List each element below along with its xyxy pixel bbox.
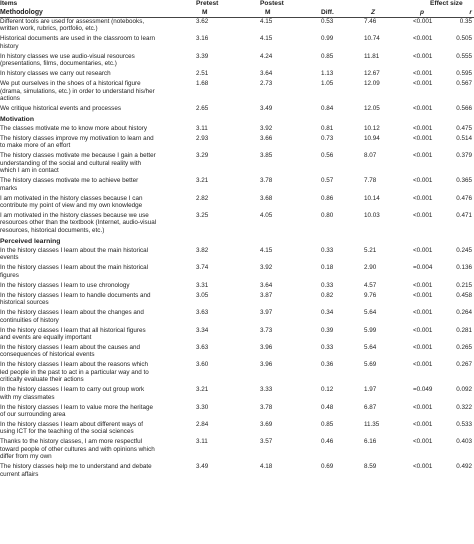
- z-value: 2.90: [364, 264, 377, 272]
- difference: 0.12: [321, 386, 334, 394]
- postest-mean: 4.18: [260, 463, 273, 471]
- postest-mean: 2.73: [260, 80, 273, 88]
- pretest-mean: 3.30: [196, 403, 209, 411]
- p-value: <0.001: [413, 80, 433, 88]
- pretest-mean: 3.29: [196, 152, 209, 160]
- postest-mean: 4.15: [260, 246, 273, 254]
- z-value: 10.12: [364, 125, 380, 133]
- p-value: <0.001: [413, 35, 433, 43]
- z-value: 8.07: [364, 152, 377, 160]
- effect-size-r: 0.492: [456, 463, 472, 471]
- p-value: <0.001: [413, 135, 433, 143]
- z-value: 4.57: [364, 281, 377, 289]
- effect-size-r: 0.35: [459, 18, 472, 25]
- effect-size-r: 0.567: [456, 80, 472, 88]
- z-value: 6.16: [364, 438, 377, 446]
- z-value: 7.46: [364, 18, 377, 25]
- pretest-mean: 3.31: [196, 281, 209, 289]
- effect-size-r: 0.555: [456, 52, 472, 60]
- item-text: In history classes we carry out research: [0, 70, 111, 78]
- item-text: The classes motivate me to know more about history: [0, 125, 147, 133]
- item-text: We critique historical events and processes: [0, 105, 121, 113]
- difference: 0.85: [321, 420, 334, 428]
- table-row: [0, 177, 474, 192]
- table-row: [0, 105, 474, 112]
- postest-mean: 3.96: [260, 343, 273, 351]
- item-text: Historical documents are used in the classroom to learn history: [0, 35, 156, 50]
- header-m-postest: M: [265, 9, 271, 16]
- p-value: <0.001: [413, 246, 433, 254]
- p-value: =0.049: [413, 386, 433, 394]
- effect-size-r: 0.264: [456, 309, 472, 317]
- z-value: 9.76: [364, 291, 377, 299]
- postest-mean: 4.05: [260, 212, 273, 220]
- postest-mean: 3.49: [260, 105, 273, 113]
- pretest-mean: 3.25: [196, 212, 209, 220]
- p-value: <0.001: [413, 438, 433, 446]
- postest-mean: 3.57: [260, 438, 273, 446]
- pretest-mean: 2.82: [196, 194, 209, 202]
- p-value: <0.001: [413, 281, 433, 289]
- p-value: <0.001: [413, 152, 433, 160]
- effect-size-r: 0.092: [456, 386, 472, 394]
- item-text: I am motivated in the history classes because I can contribute my point of view and my own knowledge: [0, 194, 143, 210]
- header-m-pretest: M: [202, 9, 208, 16]
- effect-size-r: 0.475: [456, 125, 472, 133]
- difference: 0.85: [321, 52, 334, 60]
- table-row: [0, 344, 474, 359]
- z-value: 10.14: [364, 194, 380, 202]
- p-value: =0.004: [413, 264, 433, 272]
- pretest-mean: 3.11: [196, 438, 208, 446]
- p-value: <0.001: [413, 343, 433, 351]
- table-row: [0, 125, 474, 132]
- table-row: [0, 386, 474, 401]
- postest-mean: 3.92: [260, 125, 273, 133]
- effect-size-r: 0.476: [456, 194, 472, 202]
- difference: 0.69: [321, 463, 334, 471]
- table-row: [0, 152, 474, 174]
- pretest-mean: 2.51: [196, 70, 209, 78]
- z-value: 10.94: [364, 135, 380, 143]
- difference: 0.81: [321, 125, 334, 133]
- postest-mean: 3.33: [260, 386, 273, 394]
- effect-size-r: 0.379: [456, 152, 472, 160]
- p-value: <0.001: [413, 463, 433, 471]
- difference: 0.80: [321, 212, 334, 220]
- postest-mean: 3.85: [260, 152, 273, 160]
- item-text: Thanks to the history classes, I am more respectful toward people of other cultures and with opinions which differ from my own: [0, 438, 155, 461]
- difference: 0.56: [321, 152, 334, 160]
- pretest-mean: 3.49: [196, 463, 209, 471]
- difference: 1.05: [321, 80, 334, 88]
- z-value: 12.09: [364, 80, 380, 88]
- p-value: <0.001: [413, 177, 433, 185]
- effect-size-r: 0.281: [456, 326, 472, 334]
- postest-mean: 3.66: [260, 135, 273, 143]
- z-value: 5.64: [364, 309, 377, 317]
- difference: 0.73: [321, 135, 334, 143]
- item-text: In the history classes I learn to use chronology: [0, 281, 130, 289]
- postest-mean: 3.73: [260, 326, 273, 334]
- difference: 0.82: [321, 291, 334, 299]
- difference: 0.99: [321, 35, 334, 43]
- difference: 0.18: [321, 264, 334, 272]
- header-effect-size: Effect size: [430, 0, 463, 7]
- z-value: 5.69: [364, 361, 377, 369]
- z-value: 5.21: [364, 246, 377, 254]
- effect-size-r: 0.471: [456, 212, 472, 220]
- table-row: [0, 212, 474, 234]
- table-row: [0, 70, 474, 77]
- difference: 0.53: [321, 18, 334, 25]
- difference: 1.13: [321, 70, 334, 78]
- item-text: The history classes motivate me because I gain a better understanding of the social and cultural reality with which I am in contact: [0, 152, 156, 175]
- table-row: [0, 463, 474, 478]
- item-text: In the history classes I learn about the main historical figures: [0, 264, 149, 279]
- item-text: In the history classes I learn about the changes and continuities of history: [0, 309, 144, 324]
- item-text: The history classes help me to understand and debate current affairs: [0, 463, 152, 478]
- postest-mean: 4.15: [260, 18, 273, 25]
- z-value: 1.97: [364, 386, 377, 394]
- effect-size-r: 0.595: [456, 70, 472, 78]
- pretest-mean: 3.34: [196, 326, 209, 334]
- postest-mean: 4.24: [260, 52, 273, 60]
- table-row: [0, 135, 474, 150]
- item-text: In the history classes I learn to handle documents and historical sources: [0, 291, 151, 307]
- table-row: [0, 264, 474, 279]
- header-p: p: [420, 9, 425, 16]
- table-row: [0, 438, 474, 460]
- p-value: <0.001: [413, 125, 433, 133]
- pretest-mean: 3.21: [196, 177, 209, 185]
- postest-mean: 3.87: [260, 291, 273, 299]
- effect-size-r: 0.215: [456, 281, 472, 289]
- postest-mean: 3.78: [260, 403, 273, 411]
- pretest-mean: 3.74: [196, 264, 209, 272]
- p-value: <0.001: [413, 105, 433, 113]
- pretest-mean: 2.84: [196, 420, 209, 428]
- effect-size-r: 0.365: [456, 177, 472, 185]
- item-text: The history classes improve my motivation to learn and to make more of an effort: [0, 135, 154, 150]
- item-text: The history classes motivate me to achieve better marks: [0, 177, 139, 192]
- postest-mean: 4.15: [260, 35, 273, 43]
- table-row: [0, 361, 474, 383]
- item-text: In the history classes I learn to carry out group work with my classmates: [0, 386, 145, 401]
- difference: 0.84: [321, 105, 334, 113]
- difference: 0.39: [321, 326, 334, 334]
- p-value: <0.001: [413, 361, 433, 369]
- item-text: In the history classes I learn about different ways of using ICT for the teaching of the social sciences: [0, 420, 144, 436]
- p-value: <0.001: [413, 309, 433, 317]
- effect-size-r: 0.403: [456, 438, 472, 446]
- pretest-mean: 1.68: [196, 80, 209, 88]
- pretest-mean: 2.65: [196, 105, 209, 113]
- table-row: [0, 421, 474, 436]
- table-row: [0, 292, 474, 307]
- pretest-mean: 3.05: [196, 291, 209, 299]
- postest-mean: 3.92: [260, 264, 273, 272]
- table-row: [0, 53, 474, 68]
- pretest-mean: 3.16: [196, 35, 209, 43]
- table-row: [0, 195, 474, 210]
- postest-mean: 3.64: [260, 281, 273, 289]
- header-postest: Postest: [260, 0, 284, 7]
- z-value: 5.99: [364, 326, 377, 334]
- table-row: [0, 282, 474, 289]
- effect-size-r: 0.322: [456, 403, 472, 411]
- p-value: <0.001: [413, 403, 433, 411]
- postest-mean: 3.69: [260, 420, 273, 428]
- pretest-mean: 3.82: [196, 246, 209, 254]
- item-text: In the history classes I learn that all historical figures and events are equally important: [0, 326, 146, 341]
- section-title: Perceived learning: [0, 237, 61, 245]
- z-value: 5.64: [364, 343, 377, 351]
- pretest-mean: 3.60: [196, 361, 209, 369]
- effect-size-r: 0.245: [456, 246, 472, 254]
- difference: 0.86: [321, 194, 334, 202]
- difference: 0.33: [321, 281, 334, 289]
- z-value: 8.59: [364, 463, 377, 471]
- item-text: In the history classes I learn to value more the heritage of our surrounding area: [0, 403, 153, 418]
- header-z: Z: [371, 9, 376, 16]
- z-value: 12.05: [364, 105, 380, 113]
- pretest-mean: 2.93: [196, 135, 209, 143]
- header-r: r: [469, 9, 472, 16]
- difference: 0.33: [321, 343, 334, 351]
- difference: 0.33: [321, 246, 334, 254]
- section-title: Motivation: [0, 116, 34, 124]
- p-value: <0.001: [413, 326, 433, 334]
- p-value: <0.001: [413, 194, 433, 202]
- item-text: Different tools are used for assessment (notebooks, written work, rubrics, portfolio, etc.): [0, 18, 145, 33]
- p-value: <0.001: [413, 420, 433, 428]
- z-value: 11.81: [364, 52, 380, 60]
- postest-mean: 3.97: [260, 309, 273, 317]
- table-row: [0, 309, 474, 324]
- effect-size-r: 0.265: [456, 343, 472, 351]
- pretest-mean: 3.63: [196, 343, 209, 351]
- postest-mean: 3.64: [260, 70, 273, 78]
- z-value: 6.87: [364, 403, 377, 411]
- postest-mean: 3.96: [260, 361, 273, 369]
- effect-size-r: 0.505: [456, 35, 472, 43]
- postest-mean: 3.68: [260, 194, 273, 202]
- table-body: [0, 18, 474, 478]
- p-value: <0.001: [413, 70, 433, 78]
- pretest-mean: 3.21: [196, 386, 209, 394]
- header-items: Items: [0, 0, 18, 7]
- p-value: <0.001: [413, 18, 433, 25]
- difference: 0.34: [321, 309, 334, 317]
- effect-size-r: 0.566: [456, 105, 472, 113]
- difference: 0.46: [321, 438, 334, 446]
- table-row: [0, 404, 474, 419]
- effect-size-r: 0.458: [456, 291, 472, 299]
- p-value: <0.001: [413, 212, 433, 220]
- item-text: I am motivated in the history classes because we use resources other than the textbook (Internet, audio-visual resources, historical documents, etc.): [0, 212, 157, 234]
- pretest-mean: 3.62: [196, 18, 209, 25]
- item-text: In the history classes I learn about the reasons which led people in the past to act in a particular way and to critically evaluate their actions: [0, 361, 149, 384]
- z-value: 7.78: [364, 177, 377, 185]
- difference: 0.48: [321, 403, 334, 411]
- p-value: <0.001: [413, 291, 433, 299]
- header-methodology: Methodology: [0, 9, 43, 16]
- item-text: We put ourselves in the shoes of a historical figure (drama, simulations, etc.) in order to understand his/her actions: [0, 80, 155, 103]
- header-pretest: Pretest: [196, 0, 219, 7]
- table-row: [0, 80, 474, 102]
- effect-size-r: 0.136: [456, 264, 472, 272]
- effect-size-r: 0.267: [456, 361, 472, 369]
- pretest-mean: 3.11: [196, 125, 208, 133]
- item-text: In history classes we use audio-visual resources (presentations, films, documentaries, etc.): [0, 52, 135, 68]
- z-value: 12.67: [364, 70, 380, 78]
- pretest-mean: 3.39: [196, 52, 209, 60]
- table-row: [0, 35, 474, 50]
- z-value: 10.03: [364, 212, 380, 220]
- difference: 0.57: [321, 177, 334, 185]
- table-header: [0, 0, 474, 18]
- difference: 0.36: [321, 361, 334, 369]
- table-row: [0, 18, 474, 33]
- table-row: [0, 247, 474, 262]
- z-value: 11.35: [364, 420, 380, 428]
- table-row: [0, 327, 474, 342]
- postest-mean: 3.78: [260, 177, 273, 185]
- pretest-mean: 3.63: [196, 309, 209, 317]
- header-diff: Diff.: [321, 9, 334, 16]
- effect-size-r: 0.514: [456, 135, 472, 143]
- item-text: In the history classes I learn about the causes and consequences of historical events: [0, 343, 141, 359]
- effect-size-r: 0.533: [456, 420, 472, 428]
- z-value: 10.74: [364, 35, 380, 43]
- item-text: In the history classes I learn about the main historical events: [0, 246, 149, 262]
- p-value: <0.001: [413, 52, 433, 60]
